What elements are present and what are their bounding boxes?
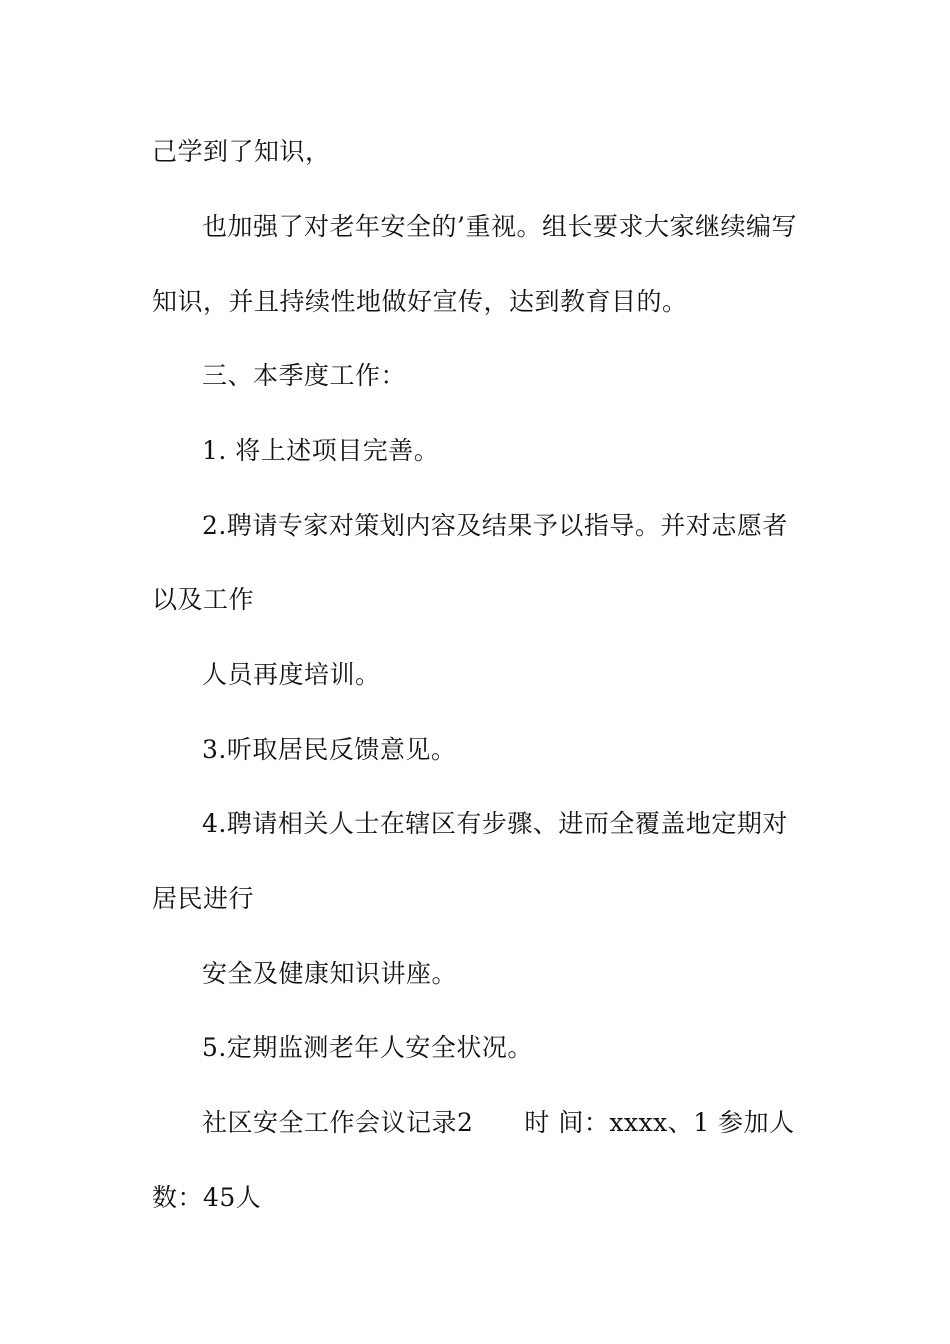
list-item-1: 1. 将上述项目完善。 [202,436,440,465]
meeting-record-attendance: 数：45人 [152,1183,262,1212]
paragraph-line-2: 也加强了对老年安全的’重视。组长要求大家继续编写 [202,212,797,241]
list-item-3: 3.听取居民反馈意见。 [202,735,457,764]
list-item-2-continuation: 以及工作 [152,585,255,614]
list-item-5: 5.定期监测老年人安全状况。 [202,1033,533,1062]
list-item-4-continuation: 居民进行 [152,884,255,913]
list-item-4-continuation-2: 安全及健康知识讲座。 [202,959,458,988]
list-item-2: 2.聘请专家对策划内容及结果予以指导。并对志愿者 [202,511,788,540]
section-heading: 三、本季度工作： [202,361,407,390]
paragraph-line-1: 己学到了知识， [152,137,331,166]
list-item-2-continuation-2: 人员再度培训。 [202,660,381,689]
meeting-record-heading: 社区安全工作会议记录2 时 间：xxxx、1 参加人 [202,1108,795,1137]
list-item-4: 4.聘请相关人士在辖区有步骤、进而全覆盖地定期对 [202,809,788,838]
paragraph-line-3: 知识，并且持续性地做好宣传，达到教育目的。 [152,287,688,316]
